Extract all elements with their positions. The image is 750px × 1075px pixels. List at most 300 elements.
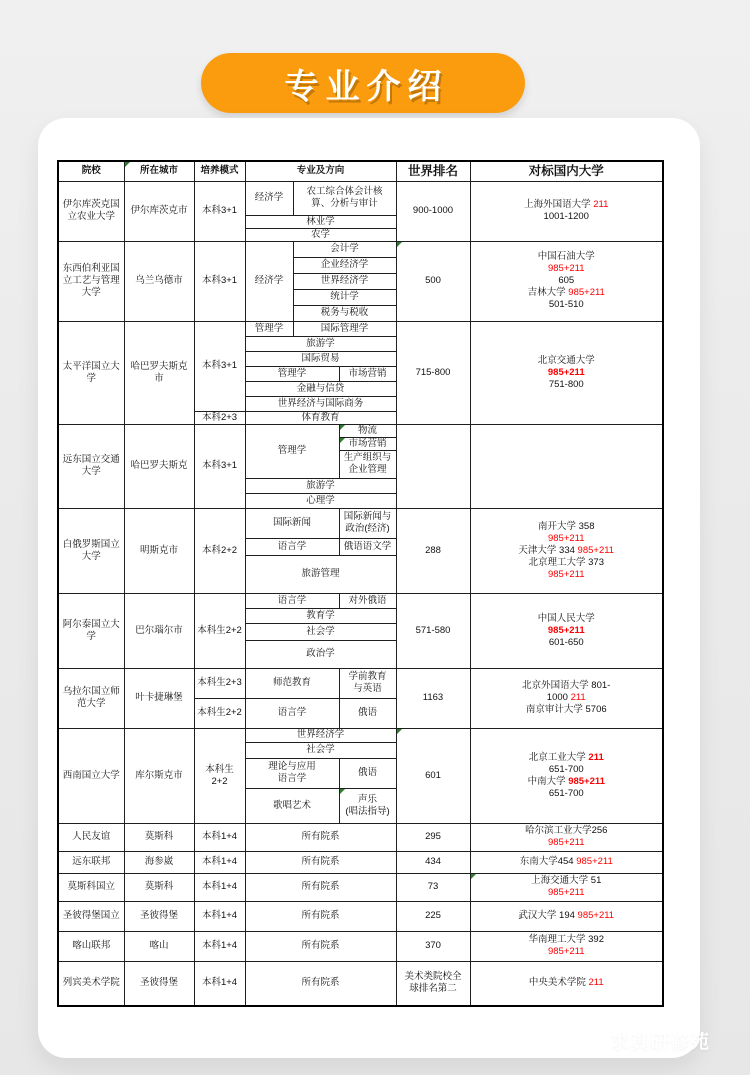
cell-text: 明斯克市 — [139, 544, 178, 556]
cell-benchmark — [470, 668, 663, 728]
cell-text: 本科生2+2 — [197, 707, 242, 718]
cell-text: 北京工业大学 — [528, 751, 589, 763]
cell-text: 白俄罗斯国立大学 — [62, 538, 120, 562]
cell-ranking — [396, 593, 470, 668]
cell-mode — [194, 424, 245, 508]
cell-text: 乌兰乌德市 — [135, 275, 183, 286]
cell-university — [58, 424, 124, 508]
watermark-cat-icon — [579, 1029, 605, 1053]
cell-text: 税务与税收 — [320, 307, 369, 318]
cell-text: 政治学 — [306, 648, 335, 659]
cell-ranking — [396, 241, 470, 321]
cell-benchmark — [470, 931, 663, 961]
cell-major — [293, 289, 396, 305]
cell-ranking — [396, 851, 470, 873]
cell-text: 球排名第二 — [409, 983, 457, 995]
cell-university — [58, 321, 124, 424]
cell-text: 专业及方向 — [296, 165, 345, 177]
cell-text: 本科3+1 — [201, 360, 238, 371]
cell-city — [124, 901, 194, 931]
cell-major — [293, 305, 396, 321]
cell-text: 南京审计大学 5706 — [525, 704, 607, 715]
cell-text: 俄语 — [357, 707, 377, 718]
cell-text: 北京交通大学 — [537, 354, 595, 366]
cell-text: 师范教育 — [272, 677, 311, 688]
cell-text: 国际新闻 — [272, 517, 311, 528]
cell-text: 语言学 — [277, 540, 307, 552]
cell-text: 教育学 — [306, 609, 335, 621]
cell-text: 本科3+1 — [201, 205, 238, 216]
cell-mode — [194, 851, 245, 873]
cell-major — [339, 593, 396, 608]
cell-text: 市场营销 — [348, 367, 387, 379]
cell-mode — [194, 931, 245, 961]
cell-benchmark — [470, 728, 663, 823]
cell-text: 与英语 — [353, 683, 382, 694]
cell-university — [58, 181, 124, 241]
cell-city — [124, 823, 194, 851]
cell-text: 理论与应用 — [268, 761, 316, 772]
cell-university — [58, 873, 124, 901]
cell-text: 211 — [570, 692, 586, 703]
cell-mode — [194, 241, 245, 321]
cell-text: 571-580 — [415, 624, 451, 636]
cell-ranking — [396, 424, 470, 508]
cell-ranking — [396, 181, 470, 241]
cell-major — [245, 381, 396, 396]
cell-benchmark — [470, 873, 663, 901]
cell-mode — [194, 961, 245, 1006]
cell-text: 985+211 — [547, 263, 585, 274]
cell-city — [124, 593, 194, 668]
cell-major — [245, 411, 396, 424]
cell-university — [58, 961, 124, 1006]
cell-major — [245, 608, 396, 623]
cell-major — [339, 424, 396, 437]
cell-text: 统计学 — [330, 291, 359, 302]
cell-major — [339, 668, 396, 698]
cell-text: 国际新闻与 — [343, 511, 392, 522]
cell-text: 喀山联邦 — [72, 940, 111, 951]
cell-text: 751-800 — [548, 378, 584, 390]
cell-text: 美术类院校全 — [404, 971, 462, 983]
cell-text: 社会学 — [306, 625, 335, 637]
cell-text: 370 — [425, 940, 441, 951]
cell-text: 心理学 — [306, 494, 335, 506]
cell-major — [245, 493, 396, 508]
cell-text: 1163 — [422, 692, 444, 703]
cell-major — [245, 901, 396, 931]
cell-text: 列宾美术学院 — [62, 977, 120, 989]
cell-benchmark — [470, 961, 663, 1006]
cell-major — [245, 961, 396, 1006]
cell-text: 本科生 — [205, 763, 234, 775]
cell-major — [245, 823, 396, 851]
cell-text: 434 — [425, 856, 441, 867]
cell-major — [245, 623, 396, 640]
cell-major — [245, 873, 396, 901]
cell-ranking — [396, 728, 470, 823]
cell-text: 对标国内大学 — [528, 164, 604, 179]
cell-mode — [194, 181, 245, 241]
cell-ranking — [396, 508, 470, 593]
cell-major — [245, 228, 396, 241]
cell-text: 巴尔瑙尔市 — [135, 624, 183, 636]
cell-university — [58, 851, 124, 873]
cell-benchmark — [470, 851, 663, 873]
cell-mode — [194, 698, 245, 728]
cell-university — [58, 593, 124, 668]
cell-mode — [194, 728, 245, 823]
cell-text: 900-1000 — [412, 205, 454, 216]
cell-text: 培养模式 — [200, 165, 239, 177]
cell-major — [339, 450, 396, 478]
cell-text: 985+211 — [547, 837, 585, 848]
cell-text: 73 — [427, 881, 439, 892]
cell-text: 海参崴 — [144, 856, 174, 867]
cell-text: 985+211 — [547, 568, 585, 580]
cell-major — [245, 366, 339, 381]
cell-text: 西南国立大学 — [62, 769, 120, 781]
cell-text: 世界经济学 — [320, 275, 369, 286]
cell-text: 北京外国语大学 801- — [522, 680, 611, 691]
cell-major — [339, 698, 396, 728]
cell-text: 市场营销 — [348, 437, 387, 449]
cell-text: 俄语 — [357, 767, 377, 778]
cell-text: 经济学 — [254, 192, 284, 203]
cell-text: 605 — [558, 275, 575, 286]
cell-text: 企业管理 — [348, 464, 387, 475]
cell-text: 601 — [425, 769, 441, 781]
cell-text: 中央美术学院 — [528, 977, 589, 989]
header-major — [245, 161, 396, 181]
cell-major — [245, 538, 339, 555]
cell-text: 985+211 — [568, 287, 605, 298]
cell-benchmark — [470, 901, 663, 931]
cell-city — [124, 931, 194, 961]
cell-text: 所有院系 — [301, 881, 340, 892]
cell-mode — [194, 321, 245, 411]
cell-text: 本科生2+2 — [197, 624, 242, 636]
cell-text: 500 — [425, 275, 441, 286]
cell-text: 圣彼得堡国立 — [62, 910, 120, 921]
cell-text: 管理学 — [277, 445, 307, 456]
cell-text: 武汉大学 194 — [518, 910, 578, 921]
cell-text: 管理学 — [277, 367, 307, 379]
cell-major — [339, 758, 396, 788]
cell-text: 旅游管理 — [301, 568, 340, 579]
cell-text: 本科1+4 — [201, 856, 238, 867]
cell-text: 985+211 — [568, 775, 605, 787]
cell-text: 上海外国语大学 — [524, 199, 594, 210]
cell-mode — [194, 668, 245, 698]
cell-text: 651-700 — [548, 787, 584, 799]
cell-major — [245, 851, 396, 873]
cell-mode — [194, 901, 245, 931]
cell-major — [245, 351, 396, 366]
cell-text: 985+211 — [547, 366, 585, 378]
cell-major — [245, 758, 339, 788]
cell-text: 语言学 — [277, 594, 307, 606]
cell-text: 歌唱艺术 — [272, 799, 311, 811]
cell-benchmark — [470, 508, 663, 593]
cell-text: 人民友谊 — [72, 831, 111, 842]
cell-text: 吉林大学 — [527, 287, 569, 298]
header-world-ranking — [396, 161, 470, 181]
page-title: 专业介绍 — [284, 67, 449, 106]
cell-text: 对外俄语 — [348, 594, 387, 606]
cell-text: 本科1+4 — [201, 910, 238, 921]
cell-major — [293, 273, 396, 289]
cell-text: 985+211 — [547, 887, 585, 898]
cell-text: 圣彼得堡 — [139, 977, 178, 989]
cell-text: 会计学 — [330, 243, 359, 254]
cell-text: 2+2 — [211, 775, 228, 787]
cell-text: 985+211 — [547, 624, 585, 636]
cell-text: 985+211 — [577, 910, 615, 921]
section-title-pill — [201, 53, 525, 113]
cell-city — [124, 321, 194, 424]
cell-major — [245, 698, 339, 728]
cell-text: 远东国立交通大学 — [62, 454, 120, 477]
cell-major — [245, 668, 339, 698]
cell-major — [245, 931, 396, 961]
cell-text: 政治(经济) — [345, 523, 390, 534]
cell-text: 中国人民大学 — [537, 612, 595, 624]
cell-major — [245, 508, 339, 538]
cell-text: 211 — [593, 199, 609, 210]
cell-ranking — [396, 873, 470, 901]
cell-text: 225 — [425, 910, 441, 921]
cell-text: 经济学 — [254, 275, 284, 286]
cell-text: 国际贸易 — [301, 352, 340, 364]
cell-ranking — [396, 668, 470, 728]
cell-text: 本科2+3 — [201, 411, 238, 423]
cell-major — [245, 241, 293, 321]
cell-major — [245, 593, 339, 608]
content-card — [38, 118, 700, 1058]
cell-major — [245, 215, 396, 228]
cell-benchmark — [470, 424, 663, 508]
cell-text: 国际管理学 — [320, 322, 369, 334]
cell-text: 莫斯科 — [144, 831, 174, 842]
cell-benchmark — [470, 321, 663, 424]
cell-text: 所有院系 — [301, 977, 340, 989]
cell-text: 651-700 — [548, 763, 584, 775]
cell-benchmark — [470, 181, 663, 241]
cell-ranking — [396, 961, 470, 1006]
cell-university — [58, 901, 124, 931]
program-table — [57, 160, 664, 1007]
cell-mode — [194, 873, 245, 901]
cell-major — [245, 396, 396, 411]
cell-text: 哈巴罗夫斯克 — [130, 460, 188, 471]
cell-major — [245, 321, 293, 336]
cell-major — [245, 478, 396, 493]
cell-text: 学前教育 — [348, 671, 387, 682]
cell-text: 本科1+4 — [201, 881, 238, 892]
cell-text: 211 — [588, 751, 604, 763]
cell-text: 林业学 — [306, 215, 335, 227]
cell-mode — [194, 411, 245, 424]
cell-text: 声乐 — [357, 793, 377, 805]
cell-text: 所有院系 — [301, 831, 340, 842]
cell-text: 295 — [425, 831, 441, 842]
cell-text: 生产组织与 — [343, 452, 392, 463]
cell-text: 601-650 — [548, 636, 584, 648]
cell-major — [245, 728, 396, 742]
cell-city — [124, 851, 194, 873]
cell-text: 语言学 — [277, 707, 307, 718]
cell-text: 上海交通大学 51 — [531, 875, 602, 886]
cell-mode — [194, 823, 245, 851]
cell-text: 农工综合体会计核 — [306, 186, 383, 197]
cell-city — [124, 424, 194, 508]
cell-text: 旅游学 — [306, 479, 335, 491]
cell-major — [245, 788, 339, 823]
cell-university — [58, 931, 124, 961]
cell-text: 985+211 — [577, 544, 615, 556]
cell-text: 东西伯利亚国立工艺与管理大学 — [62, 263, 120, 298]
cell-major — [245, 555, 396, 593]
header-benchmark — [470, 161, 663, 181]
cell-major — [245, 742, 396, 758]
cell-major — [293, 241, 396, 257]
cell-major — [245, 181, 293, 215]
cell-text: 世界经济学 — [296, 729, 345, 740]
cell-text: 东南大学454 — [519, 856, 577, 867]
cell-text: (唱法指导) — [345, 805, 390, 817]
cell-text: 伊尔库茨克市 — [130, 205, 188, 216]
cell-text: 旅游学 — [306, 337, 335, 349]
cell-mode — [194, 593, 245, 668]
header-university — [58, 161, 124, 181]
watermark-text: 求真研修苑 — [609, 1032, 710, 1053]
cell-university — [58, 728, 124, 823]
cell-text: 1001-1200 — [543, 211, 589, 222]
cell-text: 本科3+1 — [201, 460, 238, 471]
cell-city — [124, 728, 194, 823]
cell-city — [124, 668, 194, 728]
cell-ranking — [396, 321, 470, 424]
cell-text: 库尔斯克市 — [135, 769, 183, 781]
cell-text: 501-510 — [548, 299, 584, 310]
cell-text: 北京理工大学 373 — [528, 556, 604, 568]
cell-text: 物流 — [357, 424, 377, 436]
cell-benchmark — [470, 241, 663, 321]
cell-text: 社会学 — [306, 744, 335, 755]
cell-benchmark — [470, 593, 663, 668]
cell-text: 语言学 — [277, 773, 307, 784]
cell-text: 远东联邦 — [72, 856, 111, 867]
cell-text: 南开大学 358 — [538, 520, 595, 532]
cell-text: 体育教育 — [301, 411, 340, 423]
cell-benchmark — [470, 823, 663, 851]
cell-text: 乌拉尔国立师范大学 — [62, 686, 120, 709]
cell-mode — [194, 508, 245, 593]
cell-text: 211 — [588, 977, 604, 989]
cell-major — [293, 181, 396, 215]
cell-text: 华南理工大学 392 — [528, 934, 604, 945]
cell-text: 哈尔滨工业大学256 — [525, 825, 608, 836]
cell-city — [124, 181, 194, 241]
cell-text: 伊尔库茨克国立农业大学 — [62, 199, 120, 222]
header-city — [124, 161, 194, 181]
cell-text: 中南大学 — [527, 775, 569, 787]
cell-text: 院校 — [81, 165, 101, 177]
cell-text: 985+211 — [547, 532, 585, 544]
cell-major — [245, 336, 396, 351]
cell-major — [293, 321, 396, 336]
cell-text: 世界排名 — [407, 164, 458, 179]
cell-major — [339, 366, 396, 381]
cell-ranking — [396, 823, 470, 851]
cell-text: 本科2+2 — [201, 544, 238, 556]
cell-ranking — [396, 901, 470, 931]
cell-text: 本科生2+3 — [197, 677, 242, 688]
cell-university — [58, 668, 124, 728]
cell-text: 俄语语文学 — [343, 540, 392, 552]
cell-text: 圣彼得堡 — [139, 910, 178, 921]
cell-major — [245, 640, 396, 668]
cell-text: 中国石油大学 — [537, 251, 595, 262]
cell-text: 农学 — [310, 228, 330, 240]
cell-text: 莫斯科国立 — [67, 881, 115, 892]
cell-text: 阿尔泰国立大学 — [62, 618, 120, 642]
cell-major — [339, 508, 396, 538]
cell-text: 哈巴罗夫斯克市 — [130, 360, 188, 384]
cell-major — [339, 788, 396, 823]
cell-text: 算、分析与审计 — [311, 198, 378, 209]
cell-text: 所有院系 — [301, 856, 340, 867]
cell-university — [58, 508, 124, 593]
cell-text: 莫斯科 — [144, 881, 174, 892]
cell-text: 本科1+4 — [201, 831, 238, 842]
cell-ranking — [396, 931, 470, 961]
cell-text: 企业经济学 — [320, 259, 369, 270]
cell-text: 金融与信贷 — [296, 382, 345, 394]
cell-text: 本科1+4 — [201, 940, 238, 951]
cell-text: 世界经济与国际商务 — [277, 397, 364, 409]
cell-text: 本科3+1 — [201, 275, 238, 286]
cell-text: 叶卡捷琳堡 — [135, 692, 183, 703]
cell-text: 所有院系 — [301, 940, 340, 951]
cell-city — [124, 241, 194, 321]
cell-text: 天津大学 334 — [518, 544, 578, 556]
cell-major — [339, 538, 396, 555]
cell-major — [293, 257, 396, 273]
cell-city — [124, 873, 194, 901]
cell-text: 喀山 — [149, 940, 169, 951]
cell-university — [58, 241, 124, 321]
header-mode — [194, 161, 245, 181]
cell-text: 所在城市 — [139, 165, 178, 177]
cell-text: 715-800 — [415, 366, 451, 378]
cell-text: 985+211 — [547, 946, 585, 957]
cell-text: 本科1+4 — [201, 977, 238, 989]
cell-text: 985+211 — [576, 856, 613, 867]
cell-text: 288 — [425, 544, 441, 556]
cell-text: 1000 — [546, 692, 571, 703]
watermark — [579, 1027, 710, 1054]
cell-city — [124, 508, 194, 593]
cell-major — [339, 437, 396, 450]
cell-text: 管理学 — [254, 322, 284, 334]
cell-university — [58, 823, 124, 851]
cell-major — [245, 424, 339, 478]
cell-text: 太平洋国立大学 — [62, 360, 120, 384]
cell-text: 所有院系 — [301, 910, 340, 921]
